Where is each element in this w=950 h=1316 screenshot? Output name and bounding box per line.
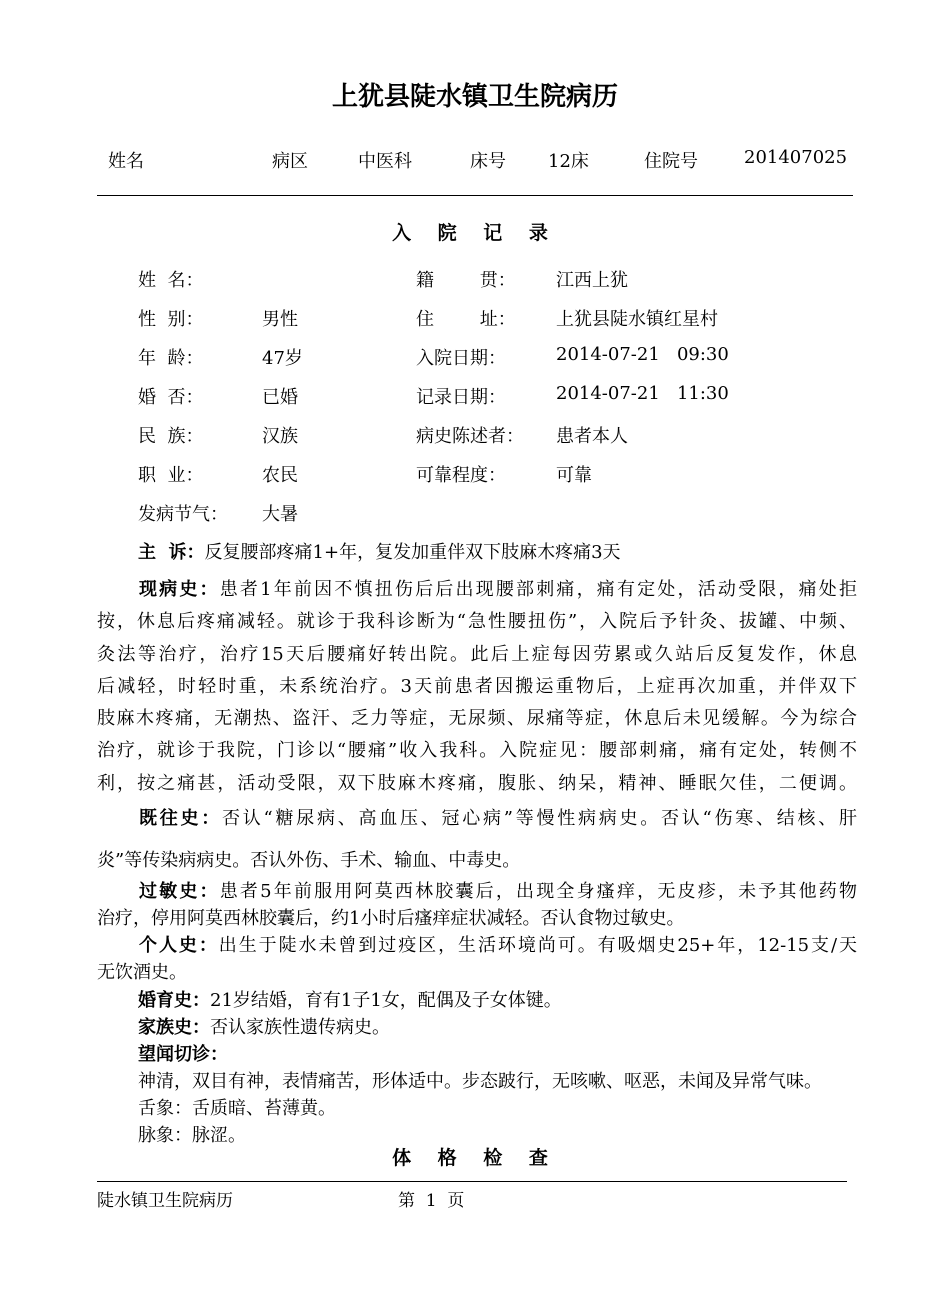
section-title: 入 院 记 录	[392, 222, 558, 244]
marriage-history: 婚育史：21岁结婚，育有1子1女，配偶及子女体键。	[138, 990, 562, 1011]
family-history: 家族史：否认家族性遗传病史。	[138, 1017, 390, 1038]
ward-label: 病区	[272, 151, 308, 172]
present-illness-line: 治疗，就诊于我院，门诊以“腰痛”收入我科。入院症见：腰部刺痛，痛有定处，转侧不	[97, 740, 857, 762]
info-age-label: 年 龄：	[138, 348, 204, 369]
footer-divider	[97, 1181, 847, 1182]
info-marital-value: 已婚	[262, 387, 298, 408]
info-narrator-label: 病史陈述者：	[416, 426, 524, 447]
present-illness-line: 肢麻木疼痛，无潮热、盗汗、乏力等症，无尿频、尿痛等症，休息后未见缓解。今为综合	[97, 708, 857, 730]
info-address-label: 住 址：	[416, 309, 516, 330]
personal-history-label: 个人史：	[139, 935, 219, 956]
chief-complaint	[138, 538, 621, 564]
info-admit-date-label: 入院日期：	[416, 348, 506, 369]
chief-complaint-label: 主 诉：	[138, 542, 205, 563]
info-job-label: 职 业：	[138, 465, 204, 486]
present-illness-line: 现病史：患者1年前因不慎扭伤后后出现腰部刺痛，痛有定处，活动受限，痛处拒	[139, 579, 857, 600]
footer-page-number: 第 1 页	[398, 1191, 465, 1211]
info-reliability-label: 可靠程度：	[416, 465, 506, 486]
info-sex-label: 性 别：	[138, 309, 204, 330]
bed-label: 床号	[470, 151, 506, 172]
present-illness	[97, 574, 857, 800]
info-name-label: 姓 名：	[138, 270, 204, 291]
info-solar-term-value: 大暑	[262, 504, 298, 525]
marriage-history-label: 婚育史：	[138, 990, 210, 1011]
document-title: 上犹县陡水镇卫生院病历	[331, 82, 618, 112]
footer-hospital: 陡水镇卫生院病历	[97, 1191, 233, 1210]
header-divider	[97, 195, 853, 196]
admission-no-label: 住院号	[644, 151, 698, 172]
bed-value: 12床	[548, 151, 589, 172]
present-illness-line: 后减轻，时轻时重，未系统治疗。3天前患者因搬运重物后，上症再次加重，并伴双下	[97, 675, 857, 697]
name-label: 姓名	[108, 151, 144, 172]
info-native-value: 江西上犹	[556, 270, 628, 291]
inspection-label: 望闻切诊：	[138, 1044, 228, 1065]
present-illness-line: 按，休息后疼痛减轻。就诊于我科诊断为“急性腰扭伤”，入院后予针灸、拔罐、中频、	[97, 611, 857, 633]
ward-value: 中医科	[358, 151, 412, 172]
admission-no-value: 201407025	[744, 147, 848, 168]
tongue-findings: 舌象：舌质暗、苔薄黄。	[138, 1098, 336, 1119]
past-history: 既往史：否认“糖尿病、高血压、冠心病”等慢性病病史。否认“伤寒、结核、肝 炎”等传染病病史。否认外伤、手术、输血、中毒史。	[97, 808, 857, 871]
family-history-label: 家族史：	[138, 1017, 210, 1038]
info-marital-label: 婚 否：	[138, 387, 204, 408]
info-ethnic-label: 民 族：	[138, 426, 204, 447]
info-age-value: 47岁	[262, 348, 303, 369]
info-narrator-value: 患者本人	[556, 426, 628, 447]
info-native-label: 籍 贯：	[416, 270, 516, 291]
info-reliability-value: 可靠	[556, 465, 592, 486]
present-illness-line: 利，按之痛甚，活动受限，双下肢麻木疼痛，腹胀、纳呆，精神、睡眠欠佳，二便调。	[97, 772, 857, 794]
allergy-history-label: 过敏史：	[139, 881, 220, 902]
exam-title: 体 格 检 查	[392, 1147, 558, 1169]
present-illness-label: 现病史：	[139, 579, 220, 600]
past-history-label: 既往史：	[139, 808, 223, 829]
info-solar-term-label: 发病节气：	[138, 504, 228, 525]
info-record-date-label: 记录日期：	[416, 387, 506, 408]
info-record-date-value: 2014-07-21 11:30	[556, 383, 729, 404]
info-ethnic-value: 汉族	[262, 426, 298, 447]
pulse-findings: 脉象：脉涩。	[138, 1125, 246, 1146]
info-sex-value: 男性	[262, 309, 298, 330]
info-address-value: 上犹县陡水镇红星村	[556, 309, 718, 330]
info-admit-date-value: 2014-07-21 09:30	[556, 344, 729, 365]
allergy-history: 过敏史：患者5年前服用阿莫西林胶囊后，出现全身瘙痒，无皮疹，未予其他药物 治疗，停用阿莫西林胶囊后，约1小时后瘙痒症状减轻。否认食物过敏史。	[97, 881, 857, 929]
chief-complaint-text: 反复腰部疼痛1+年，复发加重伴双下肢麻木疼痛3天	[204, 542, 621, 563]
present-illness-line: 灸法等治疗，治疗15天后腰痛好转出院。此后上症每因劳累或久站后反复发作，休息	[97, 643, 857, 665]
info-job-value: 农民	[262, 465, 298, 486]
inspection-findings: 神清，双目有神，表情痛苦，形体适中。步态跛行，无咳嗽、呕恶，未闻及异常气味。	[138, 1071, 822, 1092]
personal-history: 个人史：出生于陡水未曾到过疫区，生活环境尚可。有吸烟史25+年，12-15支/天 无饮酒史。	[97, 935, 857, 983]
